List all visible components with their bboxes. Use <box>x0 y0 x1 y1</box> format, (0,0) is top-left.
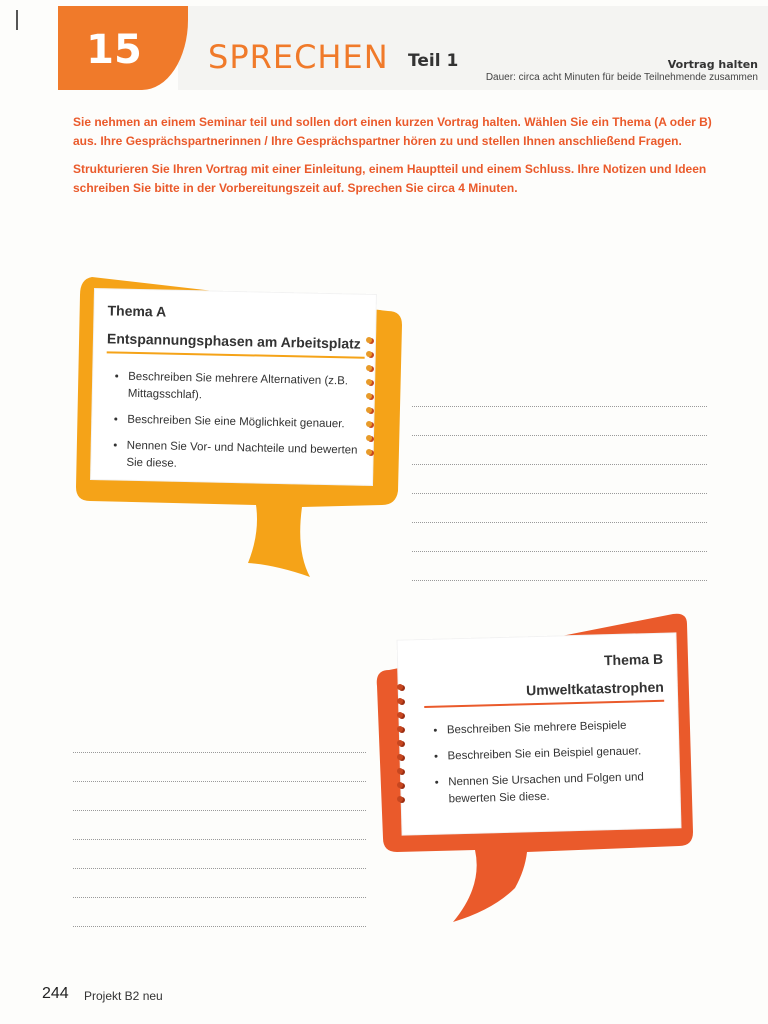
note-line <box>73 752 366 754</box>
spiral-binding-a <box>366 337 372 463</box>
thema-a-title: Entspannungsphasen am Arbeitsplatz <box>107 330 365 358</box>
book-title: Projekt B2 neu <box>84 989 163 1003</box>
thema-a-label: Thema A <box>107 302 167 320</box>
list-item: • Nennen Sie Vor- und Nachteile und bewerten Sie diese. <box>126 438 372 477</box>
list-item: • Beschreiben Sie eine Möglichkeit genauer. <box>127 412 372 434</box>
note-line <box>412 493 707 495</box>
notes-area-a[interactable] <box>412 406 707 609</box>
instructions-paragraph-2: Strukturieren Sie Ihren Vortrag mit einer Einleitung, einem Hauptteil und einem Schluss. Ihre Notizen und Ideen schreiben Sie bitte in der Vorbereitungszeit auf. Sprechen Sie circa 4 Minuten. <box>73 162 707 195</box>
thema-b-label: Thema B <box>603 650 664 669</box>
instructions <box>73 113 713 207</box>
duration-note: Dauer: circa acht Minuten für beide Teilnehmende zusammen <box>485 72 758 83</box>
thema-a-card <box>90 288 377 486</box>
thema-b-title: Umweltkatastrophen <box>424 679 665 708</box>
section-title: SPRECHEN <box>208 38 389 76</box>
thema-b-card <box>396 632 681 835</box>
thema-b-bubble <box>375 610 705 930</box>
list-item: • Beschreiben Sie ein Beispiel genauer. <box>447 742 682 765</box>
note-line <box>73 926 366 928</box>
instructions-paragraph-1: Sie nehmen an einem Seminar teil und sollen dort einen kurzen Vortrag halten. Wählen Sie ein Thema (A oder B) aus. Ihre Gesprächspartnerinnen / Ihre Gesprächspartner hören zu und stellen Ihnen anschließend Fragen. <box>73 115 712 148</box>
note-line <box>412 464 707 466</box>
note-line <box>73 868 366 870</box>
list-item: • Beschreiben Sie mehrere Beispiele <box>447 716 682 739</box>
note-line <box>412 435 707 437</box>
note-line <box>412 551 707 553</box>
note-line <box>73 897 366 899</box>
page-header <box>58 6 758 90</box>
thema-b-points <box>429 716 684 818</box>
chapter-tab <box>58 6 188 90</box>
spiral-binding-b <box>397 684 403 810</box>
note-line <box>412 522 707 524</box>
thema-a-bubble <box>70 265 410 585</box>
task-name: Vortrag halten <box>667 58 758 71</box>
page-number: 244 <box>42 985 69 1002</box>
thema-a-points <box>108 368 373 485</box>
note-line <box>412 580 707 582</box>
note-line <box>73 839 366 841</box>
note-line <box>73 810 366 812</box>
chapter-number: 15 <box>86 27 142 73</box>
section-part: Teil 1 <box>408 51 459 71</box>
note-line <box>73 781 366 783</box>
note-line <box>412 406 707 408</box>
binding-mark <box>16 10 18 30</box>
list-item: • Nennen Sie Ursachen und Folgen und bewerten Sie diese. <box>448 768 684 808</box>
notes-area-b[interactable] <box>73 752 366 955</box>
list-item: • Beschreiben Sie mehrere Alternativen (z.B. Mittagsschlaf). <box>128 369 374 408</box>
